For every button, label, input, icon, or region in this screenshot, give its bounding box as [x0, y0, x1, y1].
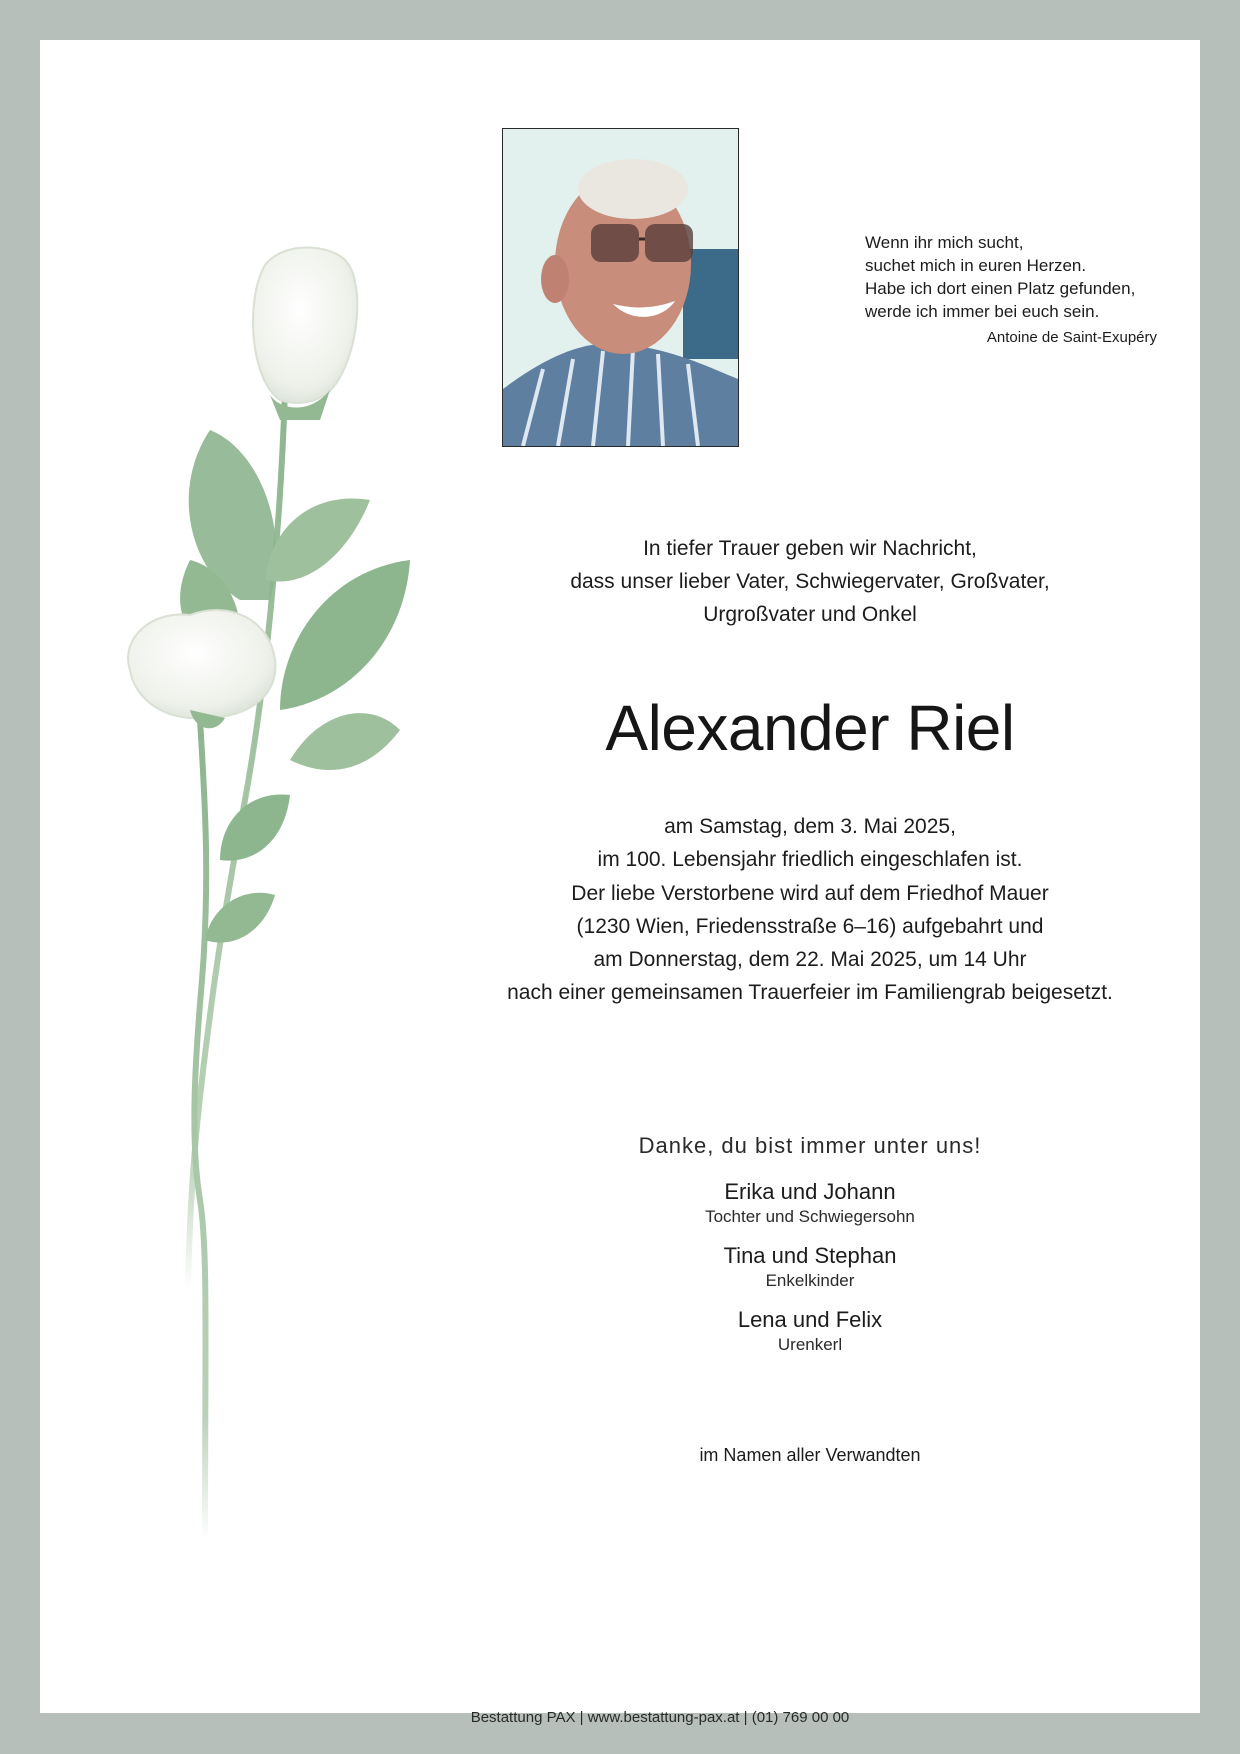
details-line: Der liebe Verstorbene wird auf dem Friedhof Mauer: [571, 882, 1049, 905]
mourners-list: [460, 1178, 1160, 1370]
quote-line: suchet mich in euren Herzen.: [865, 256, 1087, 275]
announcement-intro: [460, 532, 1160, 631]
mourner-entry: [460, 1242, 1160, 1292]
quote-line: werde ich immer bei euch sein.: [865, 302, 1100, 321]
mourner-names: Erika und Johann: [724, 1179, 896, 1204]
mourner-relation: Tochter und Schwiegersohn: [705, 1207, 915, 1226]
white-rose-illustration: [80, 240, 500, 1560]
details-line: am Samstag, dem 3. Mai 2025,: [664, 815, 956, 838]
mourner-entry: [460, 1178, 1160, 1228]
details-line: nach einer gemeinsamen Trauerfeier im Familiengrab beigesetzt.: [507, 981, 1113, 1004]
mourner-relation: Urenkerl: [777, 1335, 843, 1354]
mourner-names: Tina und Stephan: [723, 1243, 897, 1268]
deceased-name: Alexander Riel: [605, 692, 1015, 764]
closing-line: im Namen aller Verwandten: [699, 1445, 921, 1465]
quote-line: Wenn ihr mich sucht,: [865, 233, 1024, 252]
details-line: (1230 Wien, Friedensstraße 6–16) aufgebahrt und: [576, 915, 1044, 938]
intro-line: In tiefer Trauer geben wir Nachricht,: [643, 537, 977, 560]
details-line: im 100. Lebensjahr friedlich eingeschlafen ist.: [597, 848, 1023, 871]
announcement-details: [460, 810, 1160, 1009]
intro-line: dass unser lieber Vater, Schwiegervater, Großvater,: [570, 570, 1050, 593]
intro-line: Urgroßvater und Onkel: [703, 603, 917, 626]
thanks-line: Danke, du bist immer unter uns!: [638, 1133, 982, 1158]
obituary-card: [40, 40, 1200, 1726]
quote-line: Habe ich dort einen Platz gefunden,: [865, 279, 1136, 298]
footer-contact: Bestattung PAX | www.bestattung-pax.at | (01) 769 00 00: [470, 1709, 850, 1726]
quote-author: Antoine de Saint-Exupéry: [986, 329, 1157, 346]
mourner-entry: [460, 1306, 1160, 1356]
portrait-photo: [502, 128, 739, 447]
mourner-relation: Enkelkinder: [765, 1271, 855, 1290]
details-line: am Donnerstag, dem 22. Mai 2025, um 14 Uhr: [593, 948, 1027, 971]
memorial-quote: [865, 231, 1165, 349]
mourner-names: Lena und Felix: [737, 1307, 883, 1332]
